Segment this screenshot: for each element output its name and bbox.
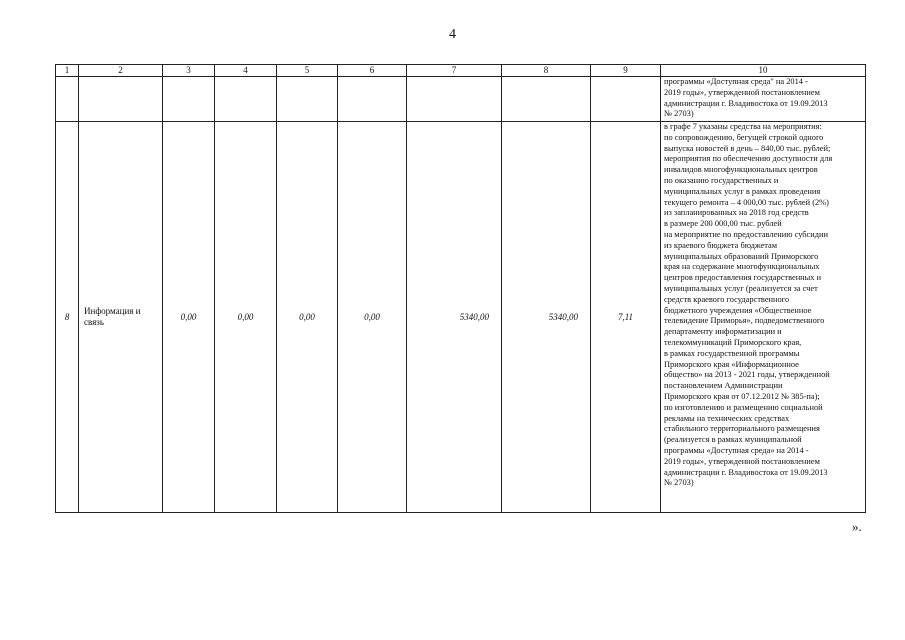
value-cell-3: 0,00: [163, 122, 215, 513]
note-line: программы «Доступная среда" на 2014 -: [664, 77, 808, 86]
column-number: 7: [407, 65, 502, 77]
empty-cell: [338, 77, 407, 122]
value-cell-7: 5340,00: [407, 122, 502, 513]
empty-cell: [502, 77, 591, 122]
column-number: 3: [163, 65, 215, 77]
column-number: 5: [277, 65, 338, 77]
note-line: 2019 годы», утвержденной постановлением: [664, 87, 820, 97]
note-line: бюджетного учреждения «Общественное: [664, 305, 812, 315]
note-line: рекламы на технических средствах: [664, 413, 790, 423]
column-number: 8: [502, 65, 591, 77]
column-number: 10: [661, 65, 866, 77]
empty-cell: [215, 77, 277, 122]
note-line: департаменту информатизации и: [664, 327, 782, 337]
note-line: № 2703): [664, 478, 694, 488]
note-line: из краевого бюджета бюджетам: [664, 240, 778, 250]
note-line: общество» на 2013 - 2021 годы, утвержденной: [664, 370, 830, 380]
value-cell-5: 0,00: [277, 122, 338, 513]
table-row: [56, 122, 866, 513]
note-line: 2019 годы», утвержденной постановлением: [664, 456, 820, 466]
empty-cell: [277, 77, 338, 122]
budget-table: [55, 64, 866, 513]
note-line: в рамках государственной программы: [664, 348, 800, 358]
note-line: муниципальных услуг (реализуется за счет: [664, 283, 818, 293]
note-line: центров предоставления государственных и: [664, 273, 822, 283]
note-line: на мероприятие по предоставлению субсидии: [664, 229, 828, 239]
note-line: выпуска новостей в день – 840,00 тыс. рублей;: [664, 143, 831, 153]
value-cell-9: 7,11: [591, 122, 661, 513]
note-line: телекоммуникаций Приморского края,: [664, 337, 802, 347]
row-number-cell: 8: [56, 122, 79, 513]
column-number: 1: [56, 65, 79, 77]
value-cell-6: 0,00: [338, 122, 407, 513]
note-line: мероприятия по обеспечению доступности для: [664, 154, 833, 164]
column-number: 9: [591, 65, 661, 77]
note-line: № 2703): [664, 109, 694, 119]
empty-cell: [163, 77, 215, 122]
page-number: 4: [449, 27, 456, 42]
note-line: постановлением Администрации: [664, 381, 783, 391]
note-line: стабильного территориального размещения: [664, 424, 820, 434]
row-name-cell: Информация и связь: [79, 122, 163, 513]
empty-cell: [407, 77, 502, 122]
note-line: Приморского края от 07.12.2012 № 385-па);: [664, 391, 820, 401]
note-line: администрации г. Владивостока от 19.09.2013: [664, 467, 828, 477]
note-line: в размере 200 000,00 тыс. рублей: [664, 219, 782, 229]
column-number: 4: [215, 65, 277, 77]
row-note-cell: [661, 122, 866, 513]
column-number: 2: [79, 65, 163, 77]
continuation-note: [661, 77, 866, 122]
note-line: по сопровождению, бегущей строкой одного: [664, 132, 824, 142]
empty-cell: [591, 77, 661, 122]
note-line: средств краевого государственного: [664, 294, 790, 304]
note-line: (реализуется в рамках муниципальной: [664, 435, 802, 445]
empty-cell: [79, 77, 163, 122]
column-number: 6: [338, 65, 407, 77]
note-line: телевидение Приморья», подведомственного: [664, 316, 825, 326]
empty-cell: [56, 77, 79, 122]
note-line: программы «Доступная среда» на 2014 -: [664, 445, 809, 455]
closing-quote-mark: ».: [852, 519, 862, 534]
note-line: администрации г. Владивостока от 19.09.2013: [664, 98, 828, 108]
note-line: из запланированных на 2018 год средств: [664, 208, 809, 218]
note-line: муниципальных образований Приморского: [664, 251, 819, 261]
column-number-row: [56, 65, 866, 77]
continuation-row: [56, 77, 866, 122]
note-line: муниципальных услуг в рамках проведения: [664, 186, 821, 196]
note-line: текущего ремонта – 4 000,00 тыс. рублей (2%): [664, 197, 829, 207]
value-cell-8: 5340,00: [502, 122, 591, 513]
note-line: края на содержание многофункциональных: [664, 262, 820, 272]
note-line: Приморского края «Информационное: [664, 359, 799, 369]
note-line: в графе 7 указаны средства на мероприятия:: [664, 122, 822, 131]
note-line: по изготовлению и размещению социальной: [664, 402, 823, 412]
note-line: инвалидов многофункциональных центров: [664, 165, 818, 175]
value-cell-4: 0,00: [215, 122, 277, 513]
note-line: по оказанию государственных и: [664, 175, 779, 185]
